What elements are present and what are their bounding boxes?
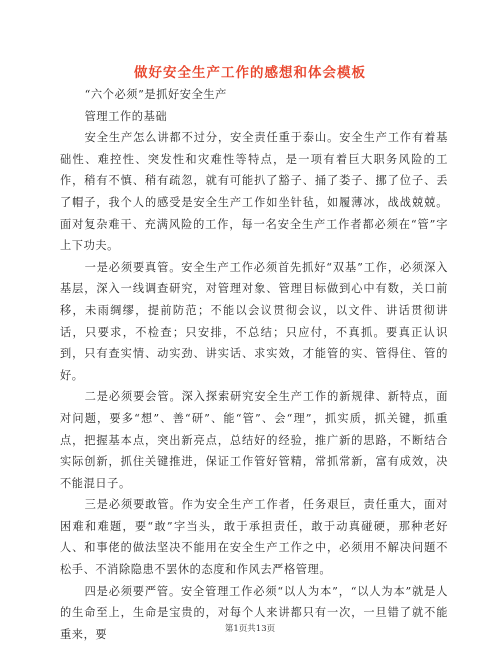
paragraph-six-musts: “六个必须”是抓好安全生产 bbox=[84, 88, 227, 101]
paragraph-intro: 安全生产怎么讲都不过分，安全责任重于泰山。安全生产工作有着基础性、难控性、突发性和灾难性等特点，是一项有着巨大职务风险的工作，稍有不慎、稍有疏忽，就有可能扒了豁子、捅了娄子、挪了位子、丢了帽子，我个人的感受是安全生产工作如坐针毡，如履薄冰，战战兢兢。面对复杂难干、充满风险的工作，每一名安全生产工作者都必须在“管”字上下功夫。 bbox=[60, 131, 448, 253]
paragraph-point-three: 三是必须要敢管。作为安全生产工作者，任务艰巨，责任重大，面对困难和难题，要“敢”字当头，敢于承担责任，敢于动真碰硬，那种老好人、和事佬的做法坚决不能用在安全生产工作之中，必须用不解决问题不松手、不消除隐患不罢休的态度和作风去严格管理。 bbox=[60, 498, 448, 577]
paragraph-point-four: 四是必须要严管。安全管理工作必须“以人为本”，“以人为本”就是人的生命至上，生命是宝贵的，对每个人来讲都只有一次，一旦错了就不能重来，要 bbox=[60, 584, 448, 641]
paragraph-point-two: 二是必须要会管。深入探索研究安全生产工作的新规律、新特点，面对问题，要多“想”、善“研”、能“管”、会“理”，抓实质，抓关键，抓重点，把握基本点，突出新亮点，总结好的经验，推广新的思路，不断结合实际创新，抓住关键推进，保证工作管好管精，常抓常新，富有成效，决不能混日子。 bbox=[60, 390, 448, 490]
page-number-footer: 第1页共13页 bbox=[224, 624, 276, 634]
paragraph-management-basis: 管理工作的基础 bbox=[84, 109, 168, 123]
paragraph-point-one: 一是必须要真管。安全生产工作必须首先抓好“双基”工作，必须深入基层，深入一线调查研究，对管理对象、管理目标做到心中有数，关口前移，未雨绸缪，提前防范；不能以会议贯彻会议，以文件、讲话贯彻讲话，只要求，不检查；只安排，不总结；只应付，不真抓。要真正认识到，只有查实情、动实劲、讲实话、求实效，才能管的实、管得住、管的好。 bbox=[60, 260, 448, 382]
document-body bbox=[60, 84, 448, 645]
document-title: 做好安全生产工作的感想和体会模板 bbox=[134, 65, 366, 81]
